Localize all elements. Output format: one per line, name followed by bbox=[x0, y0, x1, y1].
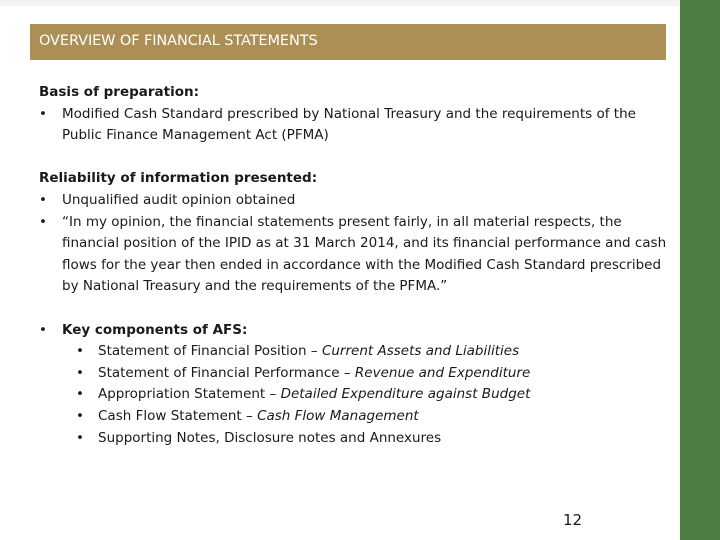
slide-title: OVERVIEW OF FINANCIAL STATEMENTS bbox=[39, 33, 318, 49]
page-number: 12 bbox=[563, 511, 583, 529]
bullet: • bbox=[76, 386, 84, 403]
bullet: • bbox=[39, 191, 47, 208]
components-item bbox=[39, 320, 669, 342]
basis-item bbox=[39, 104, 669, 147]
bullet: • bbox=[76, 364, 84, 381]
audit-opinion-quote: “In my opinion, the financial statements present fairly, in all material respects, the financial position of the IPID as at 31 March 2014, and its financial performance and cash flows for the year then ended in accordance with the Modified Cash Standard prescribed by National Treasury and the requirements of the PFMA.” bbox=[62, 213, 667, 295]
reliability-item bbox=[39, 190, 669, 212]
reliability-item-text: Unqualified audit opinion obtained bbox=[62, 191, 296, 208]
component-detail: Revenue and Expenditure bbox=[354, 364, 531, 381]
reliability-heading: Reliability of information presented: bbox=[39, 170, 318, 187]
bullet: • bbox=[76, 429, 84, 446]
basis-item-text: Modified Cash Standard prescribed by National Treasury and the requirements of the Public Finance Management Act (PFMA) bbox=[62, 105, 636, 144]
basis-heading: Basis of preparation: bbox=[39, 84, 200, 100]
component-name: Appropriation Statement – bbox=[98, 386, 281, 403]
component-name: Statement of Financial Performance – bbox=[98, 364, 355, 381]
slide-body bbox=[39, 82, 669, 449]
component-item bbox=[39, 341, 669, 363]
bullet: • bbox=[39, 321, 47, 338]
bullet: • bbox=[39, 213, 47, 230]
reliability-item bbox=[39, 212, 669, 298]
title-band bbox=[30, 24, 666, 60]
component-name: Supporting Notes, Disclosure notes and Annexures bbox=[98, 429, 442, 446]
bullet: • bbox=[76, 407, 84, 424]
component-item bbox=[39, 363, 669, 385]
bullet: • bbox=[39, 105, 47, 122]
component-detail: Detailed Expenditure against Budget bbox=[280, 386, 531, 403]
component-item bbox=[39, 428, 669, 450]
component-detail: Cash Flow Management bbox=[257, 407, 419, 424]
side-accent-bar bbox=[680, 0, 720, 540]
component-item bbox=[39, 406, 669, 428]
components-heading: Key components of AFS: bbox=[62, 321, 248, 338]
component-detail: Current Assets and Liabilities bbox=[321, 343, 520, 360]
bullet: • bbox=[76, 343, 84, 360]
component-name: Cash Flow Statement – bbox=[98, 407, 258, 424]
top-strip bbox=[0, 0, 680, 6]
component-item bbox=[39, 384, 669, 406]
component-name: Statement of Financial Position – bbox=[98, 343, 322, 360]
